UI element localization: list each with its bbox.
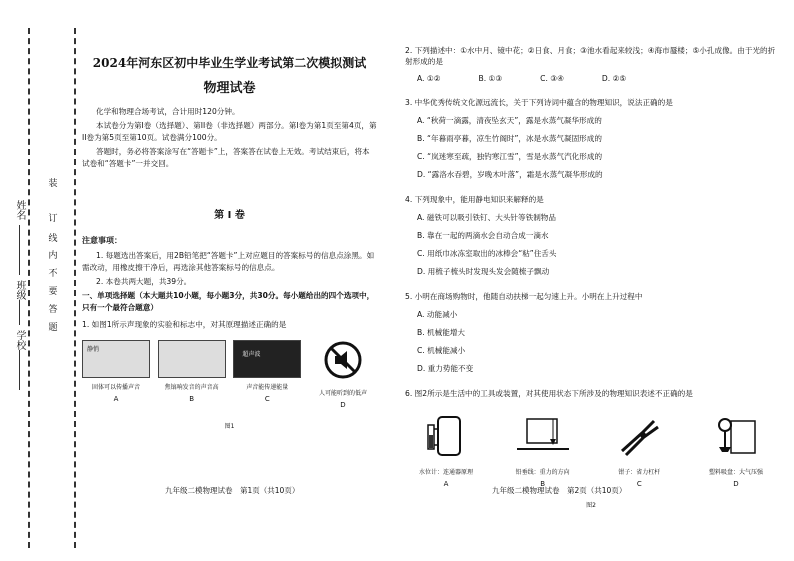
question-1-option-b[interactable] [158, 340, 226, 409]
option-b[interactable]: B. 靠在一起的两滴水会自动合成一滴水 [417, 231, 549, 240]
name-field-label: 姓名 [14, 200, 25, 220]
note-item: 1. 每题选出答案后，用2B铅笔把“答题卡”上对应题目的答案标号的信息点涂黑。如需改动，用橡皮擦干净后，再选涂其他答案标号的信息点。 [82, 251, 375, 272]
intro-line: 本试卷分为第I卷（选择题）、第II卷（非选择题）两部分。第I卷为第1页至第4页，第II卷为第5页至第10页。试卷满分100分。 [82, 121, 377, 142]
question-1-option-c[interactable] [233, 340, 301, 409]
question-1-images [82, 340, 377, 409]
question-4 [405, 194, 777, 277]
option-letter: B [540, 480, 546, 488]
binding-mark: 线 [46, 233, 57, 244]
intro-line: 化学和物理合场考试，合计用时120分钟。 [96, 107, 240, 116]
class-field-line[interactable] [19, 300, 20, 325]
question-5-stem: 5. 小明在商场购物时，他随自动扶梯一起匀速上升。小明在上升过程中 [405, 292, 643, 301]
option-a[interactable]: A. “秋荷一滴露，清夜坠玄天”，露是水蒸气凝华形成的 [417, 116, 602, 125]
image-caption: 焦镐响发音的声音高 [164, 384, 219, 391]
option-d[interactable]: D. ②⑤ [601, 74, 627, 83]
binding-mark: 题 [46, 322, 57, 333]
option-c[interactable]: C. 用纸巾冰冻室取出的冰棒会“粘”住舌头 [417, 249, 557, 258]
school-field-line[interactable] [19, 350, 20, 390]
option-letter: A [113, 395, 119, 403]
note-item: 2. 本卷共两大题，共39分。 [96, 277, 192, 286]
option-b[interactable]: B. “年暮雨亭暮，凉生竹阁时”，冰是水蒸气凝固形成的 [417, 134, 602, 143]
option-letter: D [340, 401, 346, 409]
ruler-tapping-picture: 静悄 [82, 340, 150, 378]
option-letter: D [733, 480, 739, 488]
exam-page-1 [82, 40, 377, 430]
intro-line: 答题时，务必将答案涂写在“答题卡”上，答案答在试卷上无效。考试结束后，将本试卷和“答题卡”一并交回。 [82, 147, 370, 168]
question-6-option-d[interactable] [695, 413, 777, 488]
tuning-fork-picture [158, 340, 226, 378]
question-1-option-a[interactable] [82, 340, 150, 409]
option-b[interactable]: B. 机械能增大 [417, 328, 466, 337]
exam-subtitle: 物理试卷 [203, 81, 256, 96]
option-letter: C [636, 480, 642, 488]
name-field-line[interactable] [19, 225, 20, 275]
option-c[interactable]: C. ③④ [540, 74, 564, 83]
question-6-stem: 6. 图2所示是生活中的工具或装置，对其使用状态下所涉及的物理知识表述不正确的是 [405, 389, 693, 398]
image-caption: 钳子：省力杠杆 [618, 469, 661, 476]
option-d[interactable]: D. “露洛水吞碧，岁晚木叶落”，霜是水蒸气凝华形成的 [417, 170, 603, 179]
binding-mark: 装 [46, 178, 57, 189]
suction-cup-icon [711, 413, 761, 459]
binding-margin [28, 28, 76, 548]
no-horn-sign-icon [323, 340, 363, 380]
question-1-stem: 1. 如图1所示声现象的实验和标志中，对其原理描述正确的是 [82, 320, 287, 329]
part-heading: 一、单项选择题（本大题共10小题，每小题3分，共30分。每小题给出的四个选项中，只有一个最符合题意） [82, 291, 375, 312]
image-caption: 声音能传递能量 [246, 384, 289, 391]
option-a[interactable]: A. 磁铁可以吸引铁钉、大头针等铁制物品 [417, 213, 556, 222]
exam-title: 2024年河东区初中毕业生学业考试第二次模拟测试 [92, 56, 367, 70]
binding-mark: 不 [46, 268, 57, 279]
question-5 [405, 291, 777, 374]
question-6-option-a[interactable] [405, 413, 487, 488]
image-caption: 塑料吸盘：大气压强 [708, 469, 763, 476]
pliers-icon [614, 413, 664, 459]
class-field-label: 班级 [14, 280, 25, 300]
option-d[interactable]: D. 用梳子梳头时发现头发会随梳子飘动 [417, 267, 550, 276]
option-letter: A [443, 480, 449, 488]
option-a[interactable]: A. ①② [417, 74, 441, 83]
binding-mark: 内 [46, 250, 57, 261]
question-4-stem: 4. 下列现象中，能用静电知识来解释的是 [405, 195, 544, 204]
page-2-footer: 九年级二模物理试卷 第2页（共10页） [492, 486, 627, 495]
image-caption: 人可能听到的低声 [318, 390, 367, 397]
page-1-footer: 九年级二模物理试卷 第1页（共10页） [165, 486, 300, 495]
question-3-stem: 3. 中华优秀传统文化源远流长，关于下列诗词中蕴含的物理知识，说法正确的是 [405, 98, 673, 107]
water-gauge-icon [424, 413, 468, 459]
binding-mark: 答 [46, 304, 57, 315]
school-field-label: 学校 [14, 330, 25, 350]
image-caption: 水位计：连通器原理 [418, 469, 473, 476]
notes-heading: 注意事项： [82, 236, 122, 245]
option-letter: B [189, 395, 195, 403]
question-6-option-c[interactable] [598, 413, 680, 488]
image-caption: 固体可以传播声音 [91, 384, 140, 391]
option-c[interactable]: C. 机械能减小 [417, 346, 466, 355]
question-2 [405, 45, 777, 83]
option-b[interactable]: B. ①③ [478, 74, 503, 83]
exam-page-2 [405, 40, 777, 511]
figure-label: 图2 [586, 502, 596, 509]
question-2-stem: 2. 下列描述中：①水中月、镜中花；②日食、月食；③池水看起来较浅；④海市蜃楼；⑤小孔成像。由于光的折射形成的是 [405, 46, 776, 66]
figure-label: 图1 [224, 423, 235, 430]
option-c[interactable]: C. “岚迷寒至疏，独钓寒江雪”，雪是水蒸气汽化形成的 [417, 152, 603, 161]
binding-mark: 要 [46, 286, 57, 297]
section-title: 第 I 卷 [214, 210, 245, 221]
plumb-line-icon [513, 413, 573, 459]
binding-mark: 订 [46, 213, 57, 224]
question-3 [405, 97, 777, 180]
option-a[interactable]: A. 动能减小 [417, 310, 458, 319]
question-1-option-d[interactable] [309, 340, 377, 409]
image-caption: 铅垂线：重力的方向 [515, 469, 570, 476]
option-letter: C [264, 395, 270, 403]
question-6-images [405, 413, 777, 488]
question-6-option-b[interactable] [502, 413, 584, 488]
ultrasound-picture: 超声波 [233, 340, 301, 378]
question-2-options [417, 74, 777, 83]
option-d[interactable]: D. 重力势能不变 [417, 364, 474, 373]
